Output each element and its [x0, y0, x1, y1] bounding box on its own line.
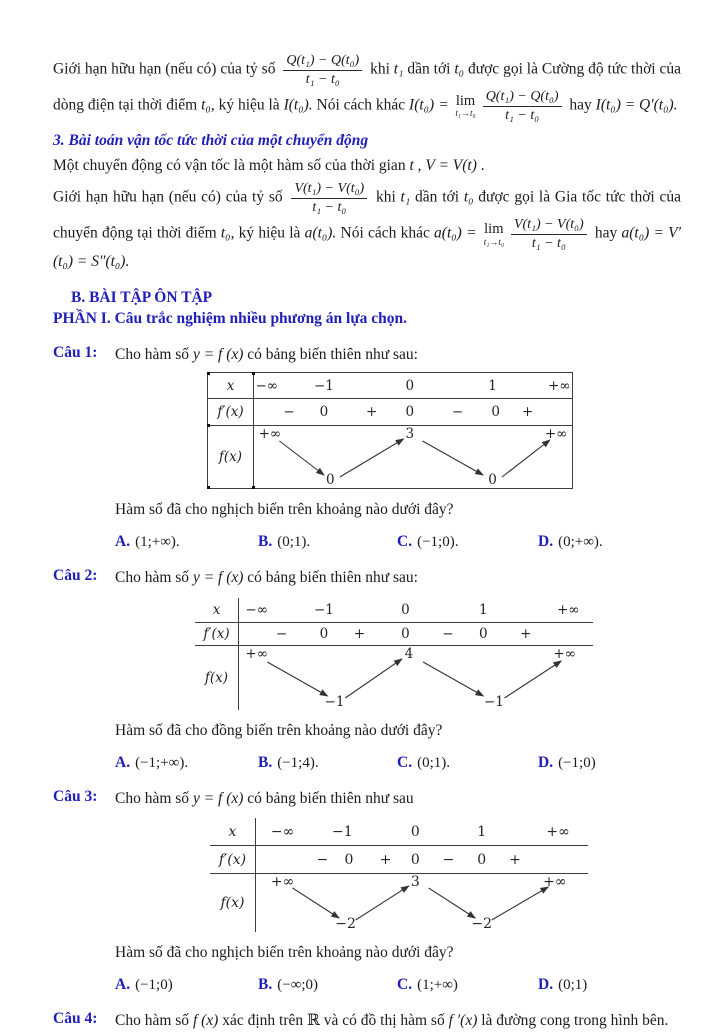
- math-text: t₀: [454, 60, 465, 78]
- q3-variation-table: [210, 818, 588, 932]
- math-text: t₀: [201, 96, 211, 114]
- question-2-block: [53, 567, 681, 771]
- math-text: t₀: [463, 189, 474, 207]
- row-header-fprime: f′(x): [218, 851, 247, 868]
- option-d: D. (−1;0): [538, 753, 596, 771]
- plain-text: , ký hiệu là: [230, 225, 305, 243]
- plain-text: Giới hạn hữu hạn (nếu có) của tỷ số: [53, 60, 280, 78]
- part-1-heading: PHẦN I. Câu trắc nghiệm nhiều phương án lựa chọn.: [53, 309, 408, 327]
- question-1-prompt: [115, 344, 418, 366]
- x-value: 0: [410, 823, 420, 840]
- math-text: t₁: [400, 189, 411, 207]
- limit-operator: lim t₁→t₀: [483, 221, 504, 247]
- derivative-sign: 0: [401, 625, 410, 642]
- question-3-label: Câu 3:: [53, 787, 98, 805]
- x-value: −∞: [245, 601, 268, 618]
- option-b: B. (−1;4).: [258, 753, 319, 771]
- plain-text: được gọi là Gia tốc tức thời của chuyển động tại thời điểm: [53, 189, 682, 243]
- derivative-sign: −: [442, 851, 455, 868]
- math-text: a(t₀) =: [434, 225, 481, 243]
- x-value: +∞: [546, 823, 570, 840]
- x-value: −∞: [270, 823, 295, 840]
- derivative-sign: −: [316, 851, 329, 868]
- x-value: 1: [477, 823, 487, 840]
- row-header-f: f(x): [220, 895, 245, 912]
- option-b: B. (−∞;0): [258, 976, 319, 994]
- x-value: 0: [401, 601, 410, 618]
- inline-fraction: $\frac{\text{V(t₁) − V(t₀)}}{\text{t₁ − t₀}}$: [511, 216, 587, 252]
- row-header-f: f(x): [204, 669, 229, 686]
- plain-text: là đường cong trong hình bên.: [477, 1012, 669, 1030]
- derivative-sign: −: [451, 404, 464, 421]
- plain-text: Cho hàm số: [115, 1012, 193, 1030]
- section-b-heading: B. BÀI TẬP ÔN TẬP: [71, 288, 213, 306]
- plain-text: có bảng biến thiên như sau:: [243, 569, 418, 587]
- f-value: +∞: [553, 645, 576, 662]
- option-a: A. (1;+∞).: [115, 533, 180, 551]
- option-c: C. (−1;0).: [397, 533, 459, 551]
- section-3-heading: 3. Bài toán vận tốc tức thời của một chuyển động: [53, 132, 369, 149]
- f-value: 0: [326, 472, 335, 489]
- question-3-text: Hàm số đã cho nghịch biến trên khoảng nào dưới đây?: [115, 944, 454, 962]
- question-4-block: [53, 1010, 681, 1032]
- option-a: A. (−1;0): [115, 976, 173, 994]
- plain-text: Nói cách khác: [336, 225, 435, 243]
- question-2-prompt: [115, 567, 418, 589]
- question-4-prompt: [115, 1010, 668, 1032]
- f-value: −1: [324, 693, 345, 710]
- derivative-sign: +: [521, 404, 534, 421]
- plain-text: Giới hạn hữu hạn (nếu có) của tỷ số: [53, 189, 288, 207]
- f-value: +∞: [245, 645, 268, 662]
- plain-text: hay: [565, 96, 596, 114]
- derivative-sign: 0: [344, 851, 354, 868]
- x-value: +∞: [556, 601, 580, 618]
- limit-operator: lim t₁→t₀: [455, 92, 476, 119]
- f-value: −2: [471, 916, 493, 933]
- math-text: y = f (x): [192, 789, 244, 807]
- acceleration-paragraph: [53, 180, 681, 272]
- f-value: 3: [410, 874, 420, 891]
- question-4-label: Câu 4:: [53, 1010, 98, 1028]
- plain-text: dần tới: [403, 60, 455, 78]
- question-1-options: [115, 533, 681, 551]
- math-text: I(t₀) =: [409, 96, 453, 114]
- question-3-block: [53, 788, 681, 994]
- question-2-options: [115, 754, 681, 772]
- f-value: −1: [483, 693, 504, 710]
- question-1-label: Câu 1:: [53, 343, 98, 361]
- plain-text: Cho hàm số: [115, 345, 193, 363]
- derivative-sign: +: [353, 625, 366, 642]
- inline-fraction: $\frac{\text{Q(t₁) − Q(t₀)}}{\text{t₁ − t₀}}$: [283, 52, 362, 88]
- math-text: a(t₀) = V′(t₀) = S″(t₀).: [53, 225, 682, 271]
- plain-text: , ký hiệu là: [210, 96, 284, 114]
- derivative-sign: 0: [410, 851, 420, 868]
- x-value: 0: [405, 377, 415, 394]
- row-header-x: x: [226, 377, 235, 394]
- derivative-sign: −: [275, 625, 288, 642]
- derivative-sign: 0: [491, 404, 500, 421]
- x-value: −1: [331, 823, 353, 840]
- x-value: −1: [314, 377, 334, 394]
- option-d: D. (0;1): [538, 976, 588, 994]
- row-header-fprime: f′(x): [203, 625, 230, 642]
- row-header-x: x: [228, 823, 237, 840]
- derivative-sign: 0: [319, 404, 329, 421]
- variation-arrows: [239, 646, 593, 710]
- math-text: I(t₀) = Q′(t₀).: [595, 96, 678, 114]
- option-b: B. (0;1).: [258, 533, 311, 551]
- question-2-text: Hàm số đã cho đồng biến trên khoảng nào dưới đây?: [115, 721, 443, 739]
- row-header-f: f(x): [218, 449, 243, 466]
- f-value: 4: [404, 645, 414, 662]
- option-c: C. (0;1).: [397, 753, 450, 771]
- plain-text: Cho hàm số: [115, 789, 193, 807]
- math-text: V = V(t): [425, 157, 477, 174]
- question-1-block: [53, 344, 681, 551]
- question-3-prompt: [115, 788, 414, 810]
- f-value: +∞: [258, 426, 282, 443]
- question-3-options: [115, 976, 681, 994]
- plain-text: .: [476, 157, 485, 174]
- math-text: t₀: [220, 225, 231, 243]
- x-value: +∞: [547, 377, 571, 394]
- intro-current-paragraph: [53, 52, 681, 124]
- velocity-intro-line: [53, 155, 681, 177]
- plain-text: khi: [366, 60, 394, 78]
- math-text: y = f (x): [192, 569, 244, 587]
- x-value: 1: [488, 377, 497, 394]
- plain-text: dần tới: [410, 189, 464, 207]
- math-text: a(t₀).: [304, 225, 337, 243]
- row-header-x: x: [212, 601, 221, 618]
- plain-text: có bảng biến thiên như sau: [243, 789, 414, 807]
- variation-arrows: [256, 874, 588, 932]
- x-value: −1: [314, 601, 334, 618]
- x-value: 1: [478, 601, 488, 618]
- derivative-sign: +: [520, 625, 532, 642]
- option-c: C. (1;+∞): [397, 976, 458, 994]
- math-text: I(t₀).: [283, 96, 313, 114]
- plain-text: hay: [590, 225, 622, 243]
- plain-text: Nói cách khác: [312, 96, 410, 114]
- math-text: f (x): [192, 1012, 219, 1030]
- derivative-sign: +: [379, 851, 392, 868]
- table-corner-dot: [207, 486, 210, 489]
- derivative-sign: −: [283, 404, 295, 421]
- math-text: t: [409, 157, 414, 174]
- f-value: −2: [335, 916, 356, 933]
- f-value: 0: [488, 472, 497, 489]
- plain-text: ,: [413, 157, 426, 174]
- derivative-sign: 0: [405, 404, 415, 421]
- q2-variation-table: [195, 598, 593, 710]
- option-a: A. (−1;+∞).: [115, 753, 189, 771]
- derivative-sign: 0: [477, 851, 487, 868]
- inline-fraction: $\frac{\text{V(t₁) − V(t₀)}}{\text{t₁ − t₀}}$: [291, 180, 367, 216]
- derivative-sign: +: [509, 851, 521, 868]
- question-2-label: Câu 2:: [53, 567, 98, 585]
- math-text: f ′(x): [448, 1012, 478, 1030]
- f-value: +∞: [270, 874, 295, 891]
- f-value: +∞: [544, 426, 568, 443]
- derivative-sign: +: [366, 404, 378, 421]
- plain-text: được gọi là Cường độ tức thời của dòng điện tại thời điểm: [53, 60, 681, 114]
- derivative-sign: −: [442, 625, 454, 642]
- math-text: y = f (x): [192, 345, 244, 363]
- inline-fraction: $\frac{\text{Q(t₁) − Q(t₀)}}{\text{t₁ − t₀}}$: [483, 88, 562, 124]
- row-header-fprime: f′(x): [217, 404, 244, 421]
- plain-text: Cho hàm số: [115, 569, 193, 587]
- x-value: −∞: [255, 377, 278, 394]
- plain-text: khi: [371, 189, 401, 207]
- f-value: 3: [405, 426, 415, 443]
- table-corner-dot: [207, 424, 210, 427]
- option-d: D. (0;+∞).: [538, 533, 603, 551]
- derivative-sign: 0: [478, 625, 488, 642]
- q1-variation-table: [207, 372, 573, 489]
- f-value: +∞: [543, 874, 567, 891]
- table-corner-dot: [207, 372, 210, 375]
- question-1-text: Hàm số đã cho nghịch biến trên khoảng nào dưới đây?: [115, 501, 454, 519]
- plain-text: Một chuyển động có vận tốc là một hàm số của thời gian: [53, 157, 410, 174]
- plain-text: có bảng biến thiên như sau:: [243, 345, 418, 363]
- plain-text: xác định trên ℝ và có đồ thị hàm số: [218, 1012, 449, 1030]
- math-text: t₁: [393, 60, 404, 78]
- derivative-sign: 0: [319, 625, 329, 642]
